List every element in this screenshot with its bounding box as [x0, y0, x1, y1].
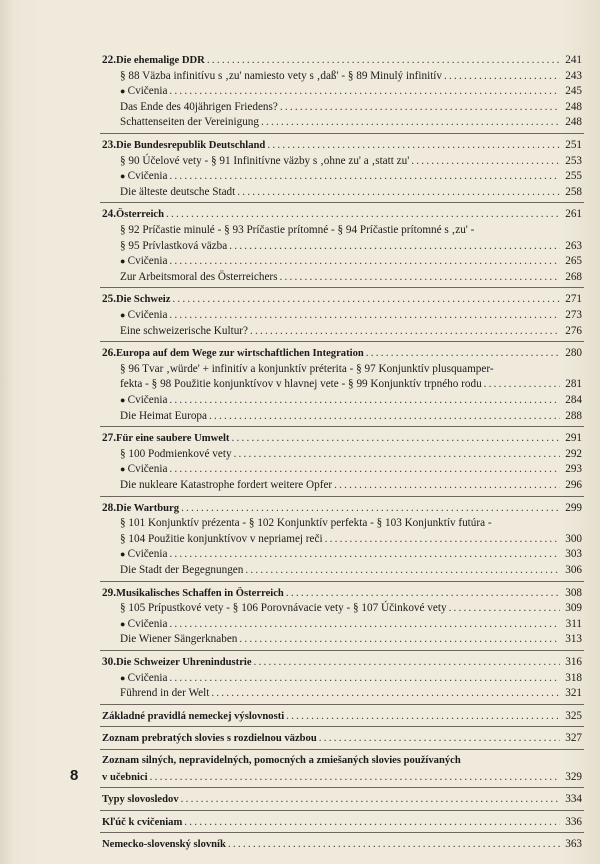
leader-dots — [148, 769, 560, 785]
page-ref: 329 — [565, 770, 582, 783]
entry-title: v učebnici — [102, 771, 148, 783]
leader-dots — [364, 345, 560, 361]
page-ref: 306 — [565, 564, 582, 576]
page-ref: 284 — [565, 394, 582, 406]
toc-entry-row — [120, 446, 582, 462]
leader-dots — [167, 546, 560, 562]
leader-dots — [209, 685, 560, 701]
chapter-number: 29. — [102, 586, 116, 599]
toc-section-row — [102, 791, 582, 807]
entry-title: Die Heimat Europa — [120, 409, 207, 422]
chapter-number: 24. — [102, 208, 116, 221]
divider-rule — [100, 287, 584, 288]
page-ref: 296 — [565, 479, 582, 491]
chapter-number: 27. — [102, 432, 116, 445]
page-ref: 363 — [565, 838, 582, 851]
toc-exercise-row — [120, 392, 582, 408]
toc-entry-row — [120, 685, 582, 701]
toc-section-row — [102, 753, 582, 769]
leader-dots — [409, 153, 560, 169]
entry-title: Cvičenia — [127, 85, 168, 98]
leader-dots — [167, 253, 560, 269]
leader-dots — [265, 137, 560, 153]
page-ref: 281 — [565, 378, 582, 391]
leader-dots — [243, 562, 560, 578]
page-ref: 311 — [565, 617, 582, 630]
page-ref: 276 — [565, 324, 582, 337]
page-ref: 268 — [565, 270, 582, 283]
toc-entry-row — [120, 631, 582, 647]
leader-dots — [227, 238, 560, 254]
entry-title: § 92 Príčastie minulé - § 93 Príčastie prítomné - § 94 Príčastie prítomné s ‚zu' - — [120, 224, 475, 236]
toc-entry-row — [120, 531, 582, 547]
page-ref: 280 — [565, 347, 582, 360]
toc-entry-row — [120, 99, 582, 115]
toc-chapter-row — [102, 585, 582, 601]
entry-title: Cvičenia — [127, 671, 168, 684]
leader-dots — [332, 477, 560, 493]
page-ref: 288 — [565, 409, 582, 422]
entry-title: Zur Arbeitsmoral des Österreichers — [120, 270, 278, 283]
chapter-number: 23. — [102, 139, 116, 151]
entry-title: § 95 Prívlastková väzba — [120, 239, 228, 252]
page-ref: 265 — [565, 255, 582, 268]
toc-exercise-row — [120, 307, 582, 323]
page-ref: 325 — [565, 709, 582, 722]
toc-chapter-row — [102, 500, 582, 516]
entry-title: Cvičenia — [127, 548, 168, 561]
page-ref: 327 — [565, 732, 582, 745]
entry-title: § 90 Účelové vety - § 91 Infinitívne väzby s ‚ohne zu' a ‚statt zu' — [120, 154, 410, 167]
page-ref: 245 — [565, 85, 582, 98]
leader-dots — [232, 446, 560, 462]
divider-rule — [100, 341, 584, 342]
entry-title: Zoznam silných, nepravidelných, pomocných a zmiešaných slovies používaných — [102, 755, 461, 766]
page-ref: 261 — [565, 208, 582, 221]
chapter-title: Europa auf dem Wege zur wirtschaftlichen Integration — [115, 348, 364, 360]
page-ref: 241 — [565, 54, 582, 66]
page-ref: 273 — [565, 309, 582, 321]
toc-section-row — [102, 708, 582, 724]
toc-exercise-row — [120, 461, 582, 477]
page-ref: 251 — [565, 139, 582, 151]
chapter-number: 22. — [102, 54, 116, 66]
entry-title: § 96 Tvar ‚würde' + infinitív a konjunktív préterita - § 97 Konjunktív plusquamper- — [120, 362, 494, 375]
entry-title: Eine schweizerische Kultur? — [120, 324, 248, 337]
toc-section-row — [102, 730, 582, 746]
entry-title: Cvičenia — [127, 170, 168, 183]
toc-entry-row — [120, 361, 582, 377]
divider-rule — [100, 832, 584, 833]
entry-title: § 101 Konjunktív prézenta - § 102 Konjunktív perfekta - § 103 Konjunktív futúra - — [120, 517, 492, 530]
leader-dots — [170, 291, 560, 307]
chapter-title: Die Wartburg — [115, 502, 180, 514]
leader-dots — [167, 670, 560, 686]
chapter-title: Die Schweiz — [115, 294, 171, 306]
divider-rule — [100, 496, 584, 497]
toc-exercise-row — [120, 253, 582, 269]
chapter-title: Musikalisches Schaffen in Österreich — [115, 587, 284, 599]
page-ref: 292 — [565, 447, 582, 460]
leader-dots — [442, 68, 560, 84]
chapter-number: 25. — [102, 293, 116, 306]
toc-exercise-row — [120, 168, 582, 184]
page-ref: 248 — [565, 100, 582, 113]
toc-exercise-row — [120, 546, 582, 562]
entry-title: Cvičenia — [127, 394, 168, 406]
toc-entry-row — [120, 184, 582, 200]
page-ref: 248 — [565, 116, 582, 129]
page-ref: 243 — [565, 69, 582, 82]
bullet-icon: ● — [120, 464, 126, 475]
toc-entry-row — [120, 376, 582, 392]
page-ref: 293 — [565, 463, 582, 476]
chapter-title: Die Schweizer Uhrenindustrie — [115, 657, 252, 668]
entry-title: Typy slovosledov — [102, 794, 179, 806]
leader-dots — [164, 206, 560, 222]
entry-title: Základné pravidlá nemeckej výslovnosti — [102, 710, 285, 722]
chapter-number: 26. — [102, 347, 116, 360]
entry-title: Cvičenia — [127, 617, 168, 630]
entry-title: Zoznam prebratých slovies s rozdielnou väzbou — [102, 733, 317, 745]
leader-dots — [252, 654, 560, 670]
leader-dots — [167, 392, 560, 408]
leader-dots — [182, 814, 560, 830]
entry-title: Die nukleare Katastrophe fordert weitere Opfer — [120, 479, 333, 491]
divider-rule — [100, 726, 584, 727]
entry-title: fekta - § 98 Použitie konjunktívov v hlavnej vete - § 99 Konjunktív trpného rodu — [120, 378, 482, 391]
divider-rule — [100, 202, 584, 203]
page-ref: 321 — [565, 687, 582, 700]
leader-dots — [482, 376, 560, 392]
toc-chapter-row — [102, 206, 582, 222]
page-ref: 309 — [565, 602, 582, 615]
toc-section-row — [102, 836, 582, 852]
leader-dots — [167, 168, 560, 184]
toc-chapter-row — [102, 291, 582, 307]
page-ref: 263 — [565, 239, 582, 252]
toc-section-row — [102, 769, 582, 785]
leader-dots — [167, 616, 560, 632]
leader-dots — [323, 531, 560, 547]
page-ref: 336 — [565, 815, 582, 828]
toc-entry-row — [120, 269, 582, 285]
toc-entry-row — [120, 477, 582, 493]
toc-chapter-row — [102, 430, 582, 446]
divider-rule — [100, 650, 584, 651]
entry-title: § 100 Podmienkové vety — [120, 447, 232, 460]
leader-dots — [284, 585, 560, 601]
page-ref: 303 — [565, 548, 582, 561]
divider-rule — [100, 581, 584, 582]
entry-title: Die älteste deutsche Stadt — [120, 185, 236, 198]
page-ref: 291 — [565, 432, 582, 445]
leader-dots — [284, 708, 560, 724]
leader-dots — [207, 408, 560, 424]
bullet-icon: ● — [120, 672, 126, 683]
leader-dots — [167, 307, 560, 323]
leader-dots — [205, 52, 560, 68]
toc-entry-row — [120, 114, 582, 130]
entry-title: Führend in der Welt — [120, 687, 210, 700]
toc-chapter-row — [102, 52, 582, 68]
leader-dots — [235, 184, 560, 200]
leader-dots — [317, 730, 560, 746]
entry-title: Cvičenia — [127, 463, 168, 476]
entry-title: Kľúč k cvičeniam — [102, 816, 183, 828]
bullet-icon: ● — [120, 256, 126, 267]
leader-dots — [237, 631, 560, 647]
page-ref: 318 — [565, 671, 582, 684]
divider-rule — [100, 704, 584, 705]
leader-dots — [259, 114, 560, 130]
chapter-title: Für eine saubere Umwelt — [115, 433, 230, 445]
divider-rule — [100, 810, 584, 811]
entry-title: Cvičenia — [127, 255, 168, 268]
page-ref: 300 — [565, 532, 582, 545]
entry-title: Nemecko-slovenský slovník — [102, 839, 226, 851]
toc-section-row — [102, 814, 582, 830]
leader-dots — [179, 791, 560, 807]
toc-entry-row — [120, 323, 582, 339]
toc-entry-row — [120, 222, 582, 238]
leader-dots — [248, 323, 560, 339]
toc-chapter-row — [102, 137, 582, 153]
toc-entry-row — [120, 600, 582, 616]
chapter-number: 30. — [102, 656, 116, 668]
leader-dots — [278, 99, 560, 115]
toc-entry-row — [120, 408, 582, 424]
page-ref: 334 — [565, 793, 582, 806]
entry-title: § 105 Prípustkové vety - § 106 Porovnávacie vety - § 107 Účinkové vety — [120, 602, 447, 615]
toc-exercise-row — [120, 616, 582, 632]
page-ref: 255 — [565, 170, 582, 183]
entry-title: Das Ende des 40jährigen Friedens? — [120, 100, 278, 113]
toc-chapter-row — [102, 345, 582, 361]
entry-title: § 104 Použitie konjunktívov v nepriamej reči — [120, 532, 323, 545]
leader-dots — [447, 600, 560, 616]
leader-dots — [179, 500, 560, 516]
leader-dots — [229, 430, 560, 446]
page-ref: 316 — [565, 656, 582, 668]
toc-entry-row — [120, 68, 582, 84]
toc-entry-row — [120, 515, 582, 531]
page-ref: 313 — [565, 633, 582, 646]
divider-rule — [100, 426, 584, 427]
chapter-number: 28. — [102, 501, 116, 514]
leader-dots — [278, 269, 560, 285]
toc-entry-row — [120, 238, 582, 254]
page-ref: 253 — [565, 154, 582, 167]
page-number: 8 — [70, 767, 79, 784]
entry-title: Schattenseiten der Vereinigung — [120, 116, 259, 129]
bullet-icon: ● — [120, 395, 126, 405]
entry-title: § 88 Väzba infinitívu s ‚zu' namiesto vety s ‚daß' - § 89 Minulý infinitív — [120, 69, 443, 82]
bullet-icon: ● — [120, 310, 126, 320]
bullet-icon: ● — [120, 549, 126, 560]
chapter-title: Österreich — [115, 209, 165, 221]
entry-title: Cvičenia — [127, 309, 168, 321]
entry-title: Die Stadt der Begegnungen — [120, 564, 244, 576]
toc-entry-row — [120, 153, 582, 169]
page-ref: 258 — [565, 185, 582, 198]
page-ref: 271 — [565, 293, 582, 306]
bullet-icon: ● — [120, 618, 126, 629]
toc-exercise-row — [120, 670, 582, 686]
toc-exercise-row — [120, 83, 582, 99]
divider-rule — [100, 133, 584, 134]
bullet-icon: ● — [120, 86, 126, 97]
page-ref: 308 — [565, 586, 582, 599]
chapter-title: Die Bundesrepublik Deutschland — [115, 140, 266, 151]
divider-rule — [100, 787, 584, 788]
chapter-title: Die ehemalige DDR — [115, 55, 205, 66]
toc-chapter-row — [102, 654, 582, 670]
toc-entry-row — [120, 562, 582, 578]
leader-dots — [167, 461, 560, 477]
leader-dots — [226, 836, 560, 852]
leader-dots — [167, 83, 560, 99]
bullet-icon: ● — [120, 171, 126, 182]
divider-rule — [100, 749, 584, 750]
page-ref: 299 — [565, 501, 582, 514]
entry-title: Die Wiener Sängerknaben — [120, 633, 238, 646]
